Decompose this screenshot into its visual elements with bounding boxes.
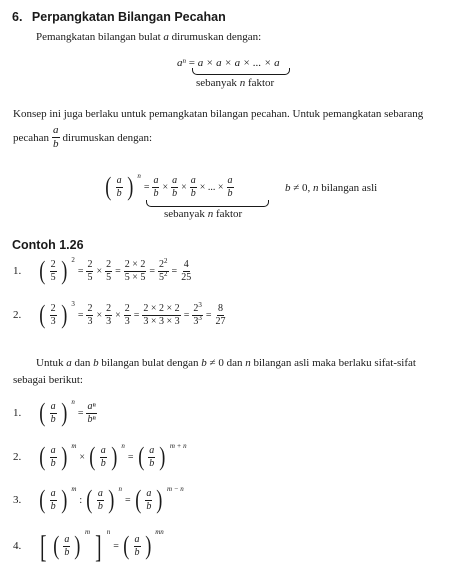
concept-line-1: Konsep ini juga berlaku untuk pemangkatan bilangan pecahan. Untuk pemangkatan sebarang bbox=[13, 108, 424, 120]
section-number: 6. bbox=[12, 10, 23, 24]
formula-power-fraction: ( $\frac{a}{b}$ ) n = $\frac{a}{b}$ × $\frac{a}{b}$ × $\frac{a}{b}$ × ... × $\frac{a}{b}$ bbox=[105, 172, 233, 201]
formula-power-integer: $a^n = a \times a \times a$ × ... × a bbox=[177, 57, 280, 69]
example-1: 1. ( $\frac{2}{5}$ ) 2 = $\frac{2}{5}$ × $\frac{2}{5}$ = $\frac{2 \times 2}{5 \times 5}$ = $\frac{2^2}{5^2}$ = $\frac{4}{25}$ bbox=[13, 256, 192, 285]
brace-underline bbox=[192, 68, 290, 75]
example-2: 2. ( $\frac{2}{3}$ ) 3 = $\frac{2}{3}$ × $\frac{2}{3}$ × $\frac{2}{3}$ = $\frac{2 \times 2 \times 2}{3 \times 3 \times 3}$ = $\frac{2^3}{3^3}$ = $\frac{8}{27}$ bbox=[13, 300, 226, 329]
example-title: Contoh 1.26 bbox=[12, 238, 84, 252]
section-heading bbox=[12, 10, 226, 24]
formula2-condition: b ≠ 0, n bilangan asli bbox=[285, 182, 378, 194]
props-intro-line-2: sebagai berikut: bbox=[13, 374, 83, 386]
brace-label: sebanyak n faktor bbox=[196, 77, 275, 89]
property-3: 3. ( $\frac{a}{b}$ ) m : ( $\frac{a}{b}$ ) n = ( $\frac{a}{b}$ ) m − n bbox=[13, 485, 184, 514]
property-1: 1. ( $\frac{a}{b}$ ) n = $\frac{\text{aⁿ}}{\text{bⁿ}}$ bbox=[13, 398, 96, 427]
property-4: 4. [ ( $\frac{a}{b}$ ) m ] n = ( $\frac{a}{b}$ ) mn bbox=[13, 528, 164, 564]
props-intro-line-1: Untuk a dan b bilangan bulat dengan b ≠ 0 dan n bilangan asli maka berlaku sifat-sifat bbox=[36, 357, 416, 369]
concept-line-2: pecahan $\frac{a}{b}$ dirumuskan dengan: bbox=[13, 124, 153, 150]
property-2: 2. ( $\frac{a}{b}$ ) m × ( $\frac{a}{b}$ ) n = ( $\frac{a}{b}$ ) m + n bbox=[13, 442, 187, 471]
brace-underline-2 bbox=[146, 200, 269, 207]
fraction-a-b: $\frac{a}{b}$ bbox=[53, 124, 59, 150]
intro-text: Pemangkatan bilangan bulat a dirumuskan dengan: bbox=[36, 31, 262, 43]
brace-label-2: sebanyak n faktor bbox=[164, 208, 243, 220]
section-title: Perpangkatan Bilangan Pecahan bbox=[31, 10, 226, 24]
